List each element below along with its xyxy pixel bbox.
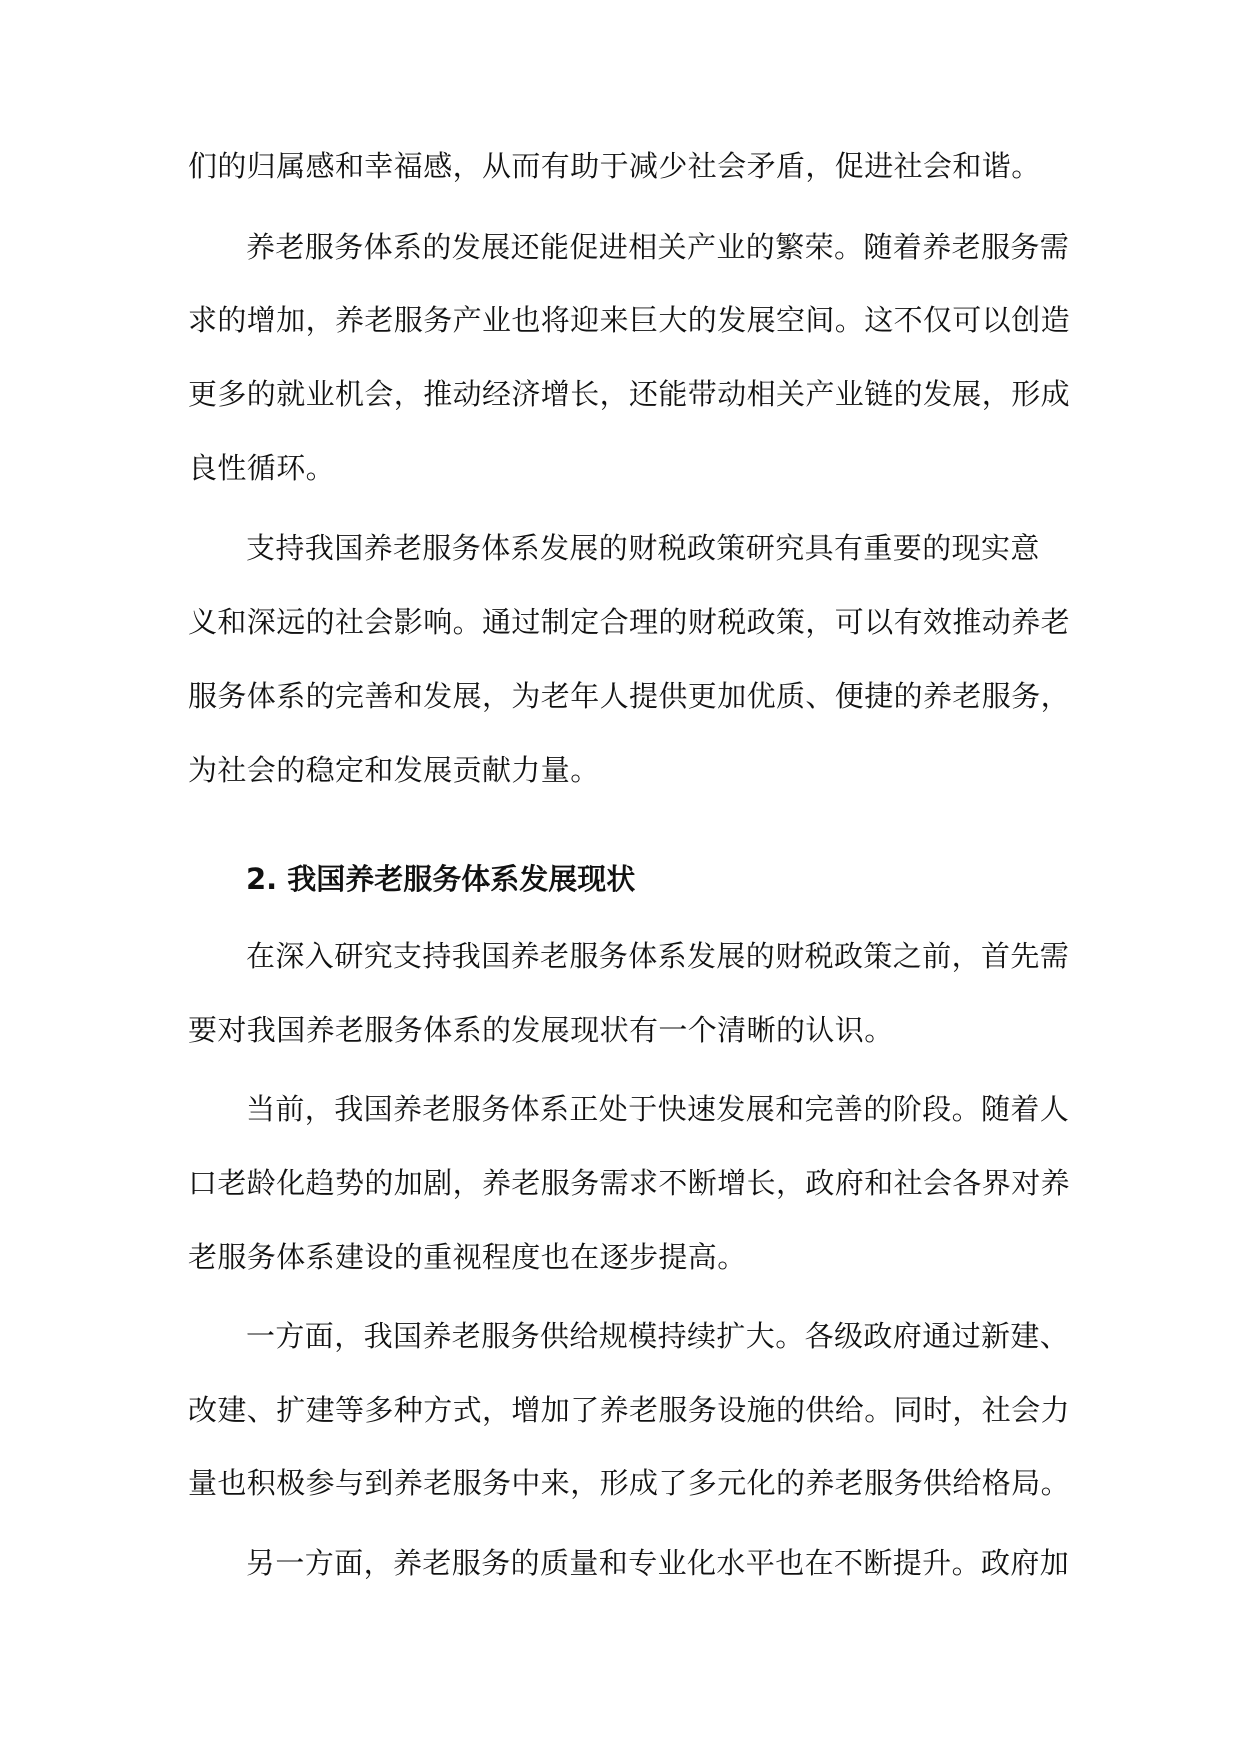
paragraph-line: 在深入研究支持我国养老服务体系发展的财税政策之前，首先需 [246,939,1070,973]
paragraph-line: 求的增加，养老服务产业也将迎来巨大的发展空间。这不仅可以创造 [188,303,1071,337]
paragraph-line: 量也积极参与到养老服务中来，形成了多元化的养老服务供给格局。 [188,1466,1071,1500]
paragraph-line: 良性循环。 [188,451,336,485]
paragraph-line: 为社会的稳定和发展贡献力量。 [188,753,600,787]
paragraph-line: 养老服务体系的发展还能促进相关产业的繁荣。随着养老服务需 [246,230,1070,264]
section-heading: 2. 我国养老服务体系发展现状 [246,862,636,896]
paragraph-line: 当前，我国养老服务体系正处于快速发展和完善的阶段。随着人 [246,1092,1070,1126]
paragraph-line: 支持我国养老服务体系发展的财税政策研究具有重要的现实意 [246,531,1040,565]
paragraph-line: 另一方面，养老服务的质量和专业化水平也在不断提升。政府加 [246,1546,1070,1580]
paragraph-line: 一方面，我国养老服务供给规模持续扩大。各级政府通过新建、 [246,1319,1070,1353]
paragraph-line: 老服务体系建设的重视程度也在逐步提高。 [188,1240,747,1274]
paragraph-line: 义和深远的社会影响。通过制定合理的财税政策，可以有效推动养老 [188,605,1071,639]
paragraph-line: 改建、扩建等多种方式，增加了养老服务设施的供给。同时，社会力 [188,1393,1071,1427]
paragraph-line: 更多的就业机会，推动经济增长，还能带动相关产业链的发展，形成 [188,377,1071,411]
paragraph-line: 要对我国养老服务体系的发展现状有一个清晰的认识。 [188,1013,894,1047]
paragraph-line: 们的归属感和幸福感，从而有助于减少社会矛盾，促进社会和谐。 [188,149,1041,183]
paragraph-line: 服务体系的完善和发展，为老年人提供更加优质、便捷的养老服务， [188,679,1071,713]
paragraph-line: 口老龄化趋势的加剧，养老服务需求不断增长，政府和社会各界对养 [188,1166,1071,1200]
